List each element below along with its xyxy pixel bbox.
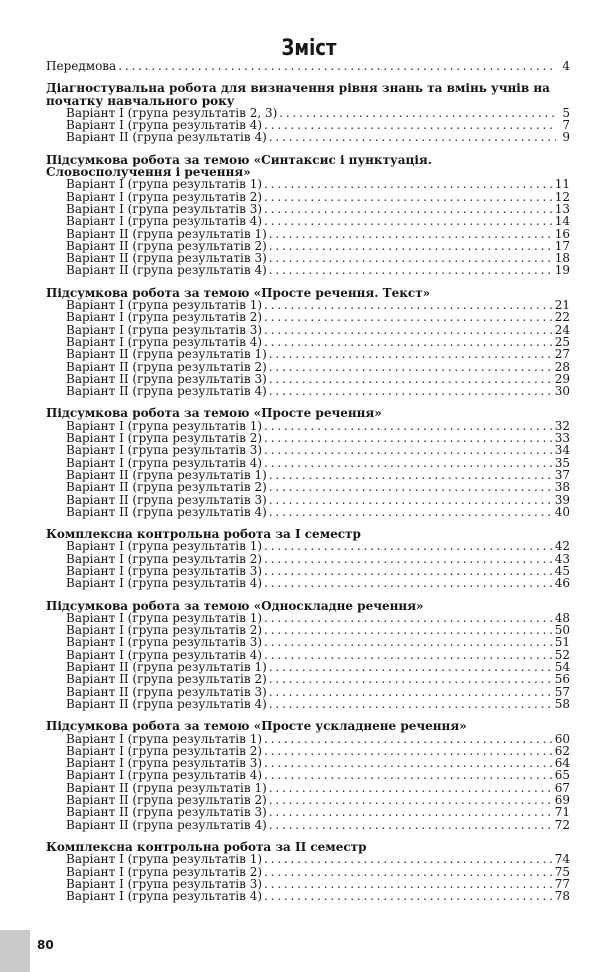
dot-leader [264,612,553,624]
toc-entry-label: Варіант І (група результатів 1) [66,610,263,625]
dot-leader [264,324,553,336]
toc-entry-page: 72 [554,817,570,832]
dot-leader [264,420,553,432]
toc-entry-page: 14 [554,214,570,229]
toc-entry-label: Варіант ІІ (група результатів 2) [66,359,267,374]
toc-entry-label: Варіант ІІ (група результатів 2) [66,480,267,495]
toc-entry-label: Варіант ІІ (група результатів 3) [66,371,267,386]
toc-section [46,600,570,711]
toc-entry-page: 37 [554,467,570,482]
toc-entry-label: Варіант ІІ (група результатів 4) [66,817,267,832]
toc-entry[interactable] [46,698,570,710]
toc-entry-page: 51 [554,635,570,650]
toc-entry-label: Варіант ІІ (група результатів 1) [66,347,267,362]
dot-leader [269,698,553,710]
toc-entry-page: 60 [554,731,570,746]
toc-entry[interactable] [46,866,570,878]
dot-leader [269,481,553,493]
toc-entry-page: 52 [554,647,570,662]
toc-entry-page: 16 [554,226,570,241]
toc-section-title[interactable]: Підсумкова робота за темою «Просте ускладнене речення» [46,719,467,734]
dot-leader [279,107,556,119]
toc-entry[interactable] [46,481,570,493]
toc-entry[interactable] [46,348,570,360]
table-of-contents [46,60,570,902]
toc-entry-page: 67 [554,780,570,795]
toc-entry-label: Варіант І (група результатів 3) [66,443,263,458]
toc-entry[interactable] [46,228,570,240]
toc-entry-page: 50 [554,623,570,638]
toc-entry-label: Варіант ІІ (група результатів 1) [66,467,267,482]
toc-entry-page: 33 [554,431,570,446]
toc-entry-page: 75 [554,864,570,879]
toc-section-title[interactable]: Підсумкова робота за темою «Односкладне речення» [46,598,424,613]
dot-leader [269,385,553,397]
dot-leader [264,733,553,745]
toc-section [46,154,570,277]
toc-entry[interactable] [46,890,570,902]
dot-leader [264,215,553,227]
page-number-tab [0,930,30,972]
toc-section [46,287,570,398]
dot-leader [264,203,553,215]
toc-section-title[interactable]: Підсумкова робота за темою «Синтаксис і пунктуація. Словосполучення і речення» [46,152,432,180]
toc-entry-page: 24 [554,322,570,337]
toc-entry-label: Варіант І (група результатів 4) [66,334,263,349]
toc-entry-page: 77 [554,876,570,891]
toc-section-title[interactable]: Комплексна контрольна робота за ІІ семестр [46,839,367,854]
toc-entry-page: 65 [554,768,570,783]
toc-entry-label: Варіант І (група результатів 3) [66,635,263,650]
toc-entry-label: Варіант ІІ (група результатів 3) [66,684,267,699]
dot-leader [269,782,553,794]
toc-entry-page: 74 [554,852,570,867]
toc-entry-page: 64 [554,756,570,771]
dot-leader [269,240,553,252]
toc-entry-label: Варіант І (група результатів 1) [66,731,263,746]
dot-leader [264,457,553,469]
toc-entry-label: Варіант ІІ (група результатів 4) [66,696,267,711]
toc-entry-page: 12 [554,189,570,204]
toc-entry-page: 56 [554,672,570,687]
page-title: Зміст [281,36,337,61]
toc-entry-label: Варіант ІІ (група результатів 3) [66,805,267,820]
toc-entry-label: Варіант І (група результатів 4) [66,889,263,904]
dot-leader [269,673,553,685]
toc-entry-label: Варіант І (група результатів 2) [66,864,263,879]
toc-entry-label: Варіант І (група результатів 4) [66,118,263,133]
toc-entry-label: Варіант І (група результатів 2) [66,623,263,638]
toc-entry-page: 11 [554,177,570,192]
toc-section-title[interactable]: Підсумкова робота за темою «Просте речення» [46,406,382,421]
toc-entry-page: 42 [554,539,570,554]
toc-entry[interactable] [46,178,570,190]
toc-entry-label: Варіант І (група результатів 3) [66,756,263,771]
dot-leader [269,373,553,385]
dot-leader [264,444,553,456]
toc-entry[interactable] [46,361,570,373]
page-number: 80 [37,938,54,952]
toc-entry-label: Варіант І (група результатів 2) [66,431,263,446]
toc-section [46,528,570,589]
toc-entry-page: 34 [554,443,570,458]
dot-leader [264,565,553,577]
toc-entry-label: Варіант І (група результатів 1) [66,418,263,433]
toc-entry-label: Варіант І (група результатів 1) [66,177,263,192]
dot-leader [269,131,556,143]
dot-leader [264,890,553,902]
dot-leader [264,624,553,636]
toc-entry[interactable] [46,673,570,685]
dot-leader [269,228,553,240]
toc-entry-label: Варіант ІІ (група результатів 4) [66,384,267,399]
toc-entry-label: Варіант І (група результатів 3) [66,876,263,891]
toc-entry-label: Варіант І (група результатів 3) [66,563,263,578]
toc-entry-page: 58 [554,696,570,711]
toc-entry-page: 17 [554,238,570,253]
dot-leader [264,757,553,769]
toc-entry[interactable] [46,806,570,818]
dot-leader [264,649,553,661]
toc-entry-label: Варіант І (група результатів 1) [66,852,263,867]
dot-leader [264,299,553,311]
dot-leader [264,553,553,565]
dot-leader [269,469,553,481]
dot-leader [264,311,553,323]
toc-entry[interactable] [46,506,570,518]
toc-entry[interactable] [46,577,570,589]
toc-section [46,82,570,143]
toc-entry-page: 30 [554,384,570,399]
dot-leader [264,119,556,131]
toc-entry[interactable] [46,311,570,323]
toc-entry-label: Варіант І (група результатів 4) [66,455,263,470]
toc-entry-page: 45 [554,563,570,578]
dot-leader [264,178,553,190]
dot-leader [264,191,553,203]
toc-entry-page: 28 [554,359,570,374]
dot-leader [264,540,553,552]
toc-entry-label: Варіант ІІ (група результатів 1) [66,660,267,675]
toc-section [46,407,570,518]
toc-entry-label: Варіант І (група результатів 4) [66,647,263,662]
toc-entry-page: 38 [554,480,570,495]
toc-entry[interactable] [46,444,570,456]
toc-entry[interactable] [46,385,570,397]
toc-entry[interactable] [46,819,570,831]
toc-entry[interactable] [46,264,570,276]
toc-entry-page: 78 [554,889,570,904]
dot-leader [269,819,553,831]
toc-entry-page: 29 [554,371,570,386]
dot-leader [264,432,553,444]
toc-entry-page: 57 [554,684,570,699]
dot-leader [269,494,553,506]
dot-leader [264,577,553,589]
dot-leader [269,361,553,373]
toc-entry[interactable] [46,769,570,781]
toc-entry-preface[interactable] [46,60,570,72]
toc-entry-label: Варіант ІІ (група результатів 2) [66,672,267,687]
toc-entry-label: Варіант ІІ (група результатів 2) [66,238,267,253]
toc-entry-page: 4 [562,59,570,73]
toc-section [46,841,570,902]
toc-section-title[interactable]: Комплексна контрольна робота за І семестр [46,527,361,542]
toc-entry-label: Варіант ІІ (група результатів 4) [66,130,267,145]
toc-entry-label: Варіант І (група результатів 3) [66,201,263,216]
toc-section-title[interactable]: Підсумкова робота за темою «Просте речення. Текст» [46,285,431,300]
dot-leader [269,348,553,360]
toc-entry-page: 69 [554,793,570,808]
toc-entry-label: Варіант ІІ (група результатів 4) [66,504,267,519]
toc-entry-page: 39 [554,492,570,507]
toc-entry-label: Варіант І (група результатів 2) [66,551,263,566]
toc-entry-label: Варіант І (група результатів 2) [66,743,263,758]
toc-entry-label: Варіант І (група результатів 1) [66,298,263,313]
toc-entry-page: 22 [554,310,570,325]
dot-leader [269,506,553,518]
toc-entry-label: Варіант І (група результатів 4) [66,768,263,783]
toc-entry[interactable] [46,494,570,506]
toc-entry-page: 5 [562,105,570,120]
toc-entry-page: 19 [554,263,570,278]
toc-entry-page: 54 [554,660,570,675]
toc-entry-label: Передмова [46,59,117,73]
dot-leader [264,769,553,781]
toc-entry-page: 35 [554,455,570,470]
dot-leader [264,636,553,648]
toc-entry-label: Варіант ІІ (група результатів 1) [66,226,267,241]
toc-entry-label: Варіант ІІ (група результатів 1) [66,780,267,795]
toc-entry[interactable] [46,636,570,648]
toc-entry-label: Варіант І (група результатів 3) [66,322,263,337]
toc-entry-page: 32 [554,418,570,433]
dot-leader [269,661,553,673]
toc-entry-page: 48 [554,610,570,625]
toc-entry-page: 62 [554,743,570,758]
toc-entry-page: 21 [554,298,570,313]
toc-entry-page: 7 [562,118,570,133]
toc-entry-label: Варіант ІІ (група результатів 4) [66,263,267,278]
toc-entry-label: Варіант ІІ (група результатів 2) [66,793,267,808]
toc-entry-label: Варіант ІІ (група результатів 3) [66,251,267,266]
toc-entry-page: 18 [554,251,570,266]
toc-entry-page: 25 [554,334,570,349]
toc-entry-label: Варіант І (група результатів 2, 3) [66,105,278,120]
toc-entry[interactable] [46,853,570,865]
toc-entry[interactable] [46,540,570,552]
toc-entry-page: 40 [554,504,570,519]
dot-leader [118,60,556,72]
toc-entry-page: 9 [562,130,570,145]
dot-leader [264,878,553,890]
toc-entry-label: Варіант І (група результатів 4) [66,576,263,591]
toc-entry-label: Варіант ІІ (група результатів 3) [66,492,267,507]
dot-leader [269,806,553,818]
toc-entry-page: 71 [554,805,570,820]
toc-entry-label: Варіант І (група результатів 2) [66,189,263,204]
toc-entry[interactable] [46,131,570,143]
toc-entry-label: Варіант І (група результатів 2) [66,310,263,325]
toc-entry-page: 13 [554,201,570,216]
dot-leader [269,686,553,698]
toc-entry-page: 46 [554,576,570,591]
dot-leader [269,794,553,806]
toc-entry-page: 43 [554,551,570,566]
dot-leader [264,745,553,757]
toc-entry[interactable] [46,215,570,227]
dot-leader [269,252,553,264]
toc-entry-page: 27 [554,347,570,362]
toc-entry-label: Варіант І (група результатів 1) [66,539,263,554]
dot-leader [264,866,553,878]
dot-leader [264,336,553,348]
toc-entry-label: Варіант І (група результатів 4) [66,214,263,229]
toc-section [46,720,570,831]
dot-leader [264,853,553,865]
toc-entry[interactable] [46,733,570,745]
dot-leader [269,264,553,276]
toc-section-title[interactable]: Діагностувальна робота для визначення рівня знань та вмінь учнів на початку навчального року [46,81,550,108]
